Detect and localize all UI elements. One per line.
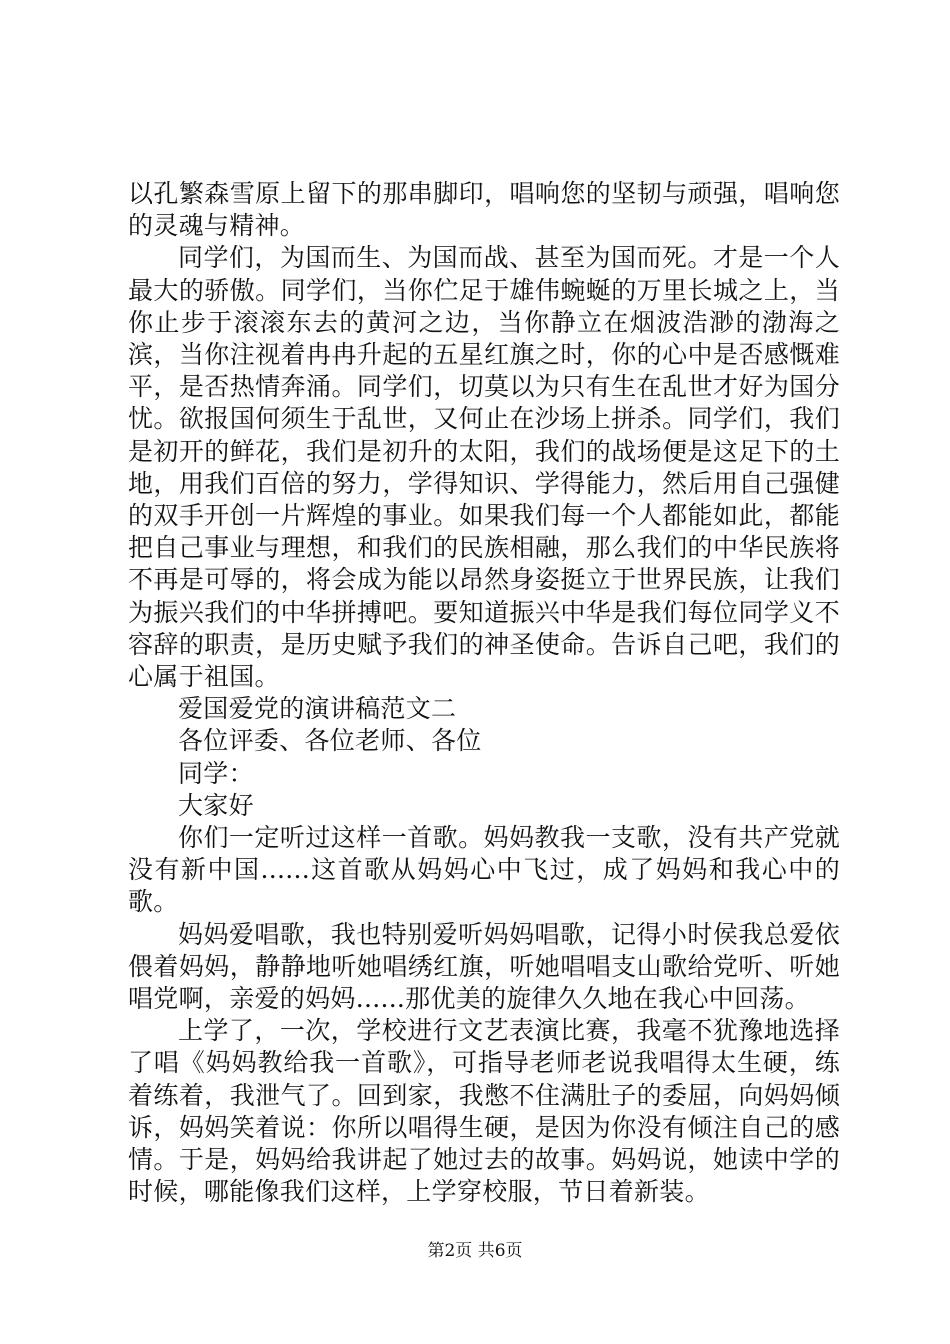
paragraph: 同学们，为国而生、为国而战、甚至为国而死。才是一个人最大的骄傲。同学们，当你伫足于雄伟蜿蜒的万里长城之上，当你止步于滚滚东去的黄河之边，当你静立在烟波浩渺的渤海之滨，当你注视着冉冉升起的五星红旗之时，你的心中是否感慨难平，是否热情奔涌。同学们，切莫以为只有生在乱世才好为国分忧。欲报国何须生于乱世，又何止在沙场上拼杀。同学们，我们是初开的鲜花，我们是初升的太阳，我们的战场便是这足下的土地，用我们百倍的努力，学得知识、学得能力，然后用自己强健的双手开创一片辉煌的事业。如果我们每一个人都能如此，都能把自己事业与理想，和我们的民族相融，那么我们的中华民族将不再是可辱的，将会成为能以昂然身姿挺立于世界民族，让我们为振兴我们的中华拼搏吧。要知道振兴中华是我们每位同学义不容辞的职责，是历史赋予我们的神圣使命。告诉自己吧，我们的心属于祖国。 (128, 243, 840, 692)
document-body (128, 178, 840, 1209)
salutation-line: 同学： (178, 758, 254, 788)
paragraph: 以孔繁森雪原上留下的那串脚印，唱响您的坚韧与顽强，唱响您的灵魂与精神。 (128, 179, 840, 241)
paragraph: 你们一定听过这样一首歌。妈妈教我一支歌，没有共产党就没有新中国......这首歌从妈妈心中飞过，成了妈妈和我心中的歌。 (128, 823, 840, 917)
paragraph: 妈妈爱唱歌，我也特别爱听妈妈唱歌，记得小时侯我总爱依偎着妈妈，静静地听她唱绣红旗，听她唱唱支山歌给党听、听她唱党啊，亲爱的妈妈......那优美的旋律久久地在我心中回荡。 (128, 919, 840, 1014)
page-number-footer: 第2页 共6页 (427, 1241, 523, 1261)
salutation-line: 各位评委、各位老师、各位 (178, 726, 482, 756)
section-heading: 爱国爱党的演讲稿范文二 (178, 694, 457, 724)
greeting-line: 大家好 (178, 790, 254, 820)
paragraph: 上学了，一次，学校进行文艺表演比赛，我毫不犹豫地选择了唱《妈妈教给我一首歌》，可指导老师老说我唱得太生硬，练着练着，我泄气了。回到家，我憋不住满肚子的委屈，向妈妈倾诉，妈妈笑着说：你所以唱得生硬，是因为你没有倾注自己的感情。于是，妈妈给我讲起了她过去的故事。妈妈说，她读中学的时候，哪能像我们这样，上学穿校服，节日着新装。 (128, 1016, 840, 1207)
